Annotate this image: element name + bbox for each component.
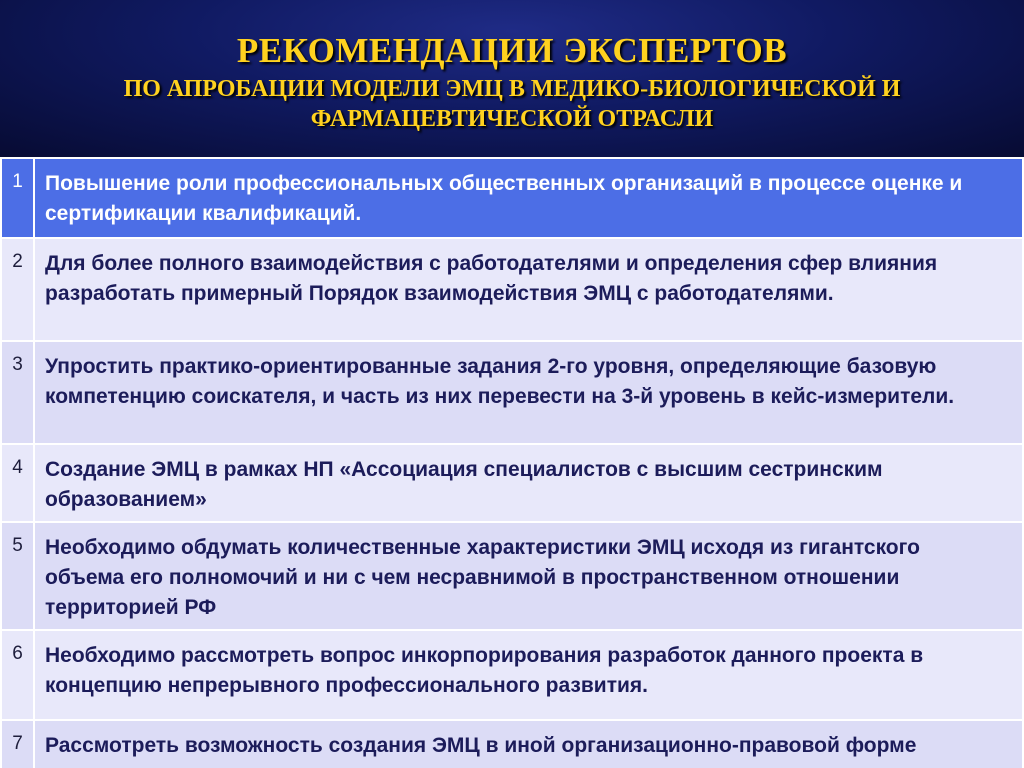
recommendation-text: Повышение роли профессиональных общественных организаций в процессе оценке и сертификации квалификаций. bbox=[34, 158, 1023, 238]
slide-subtitle: ПО АПРОБАЦИИ МОДЕЛИ ЭМЦ В МЕДИКО-БИОЛОГИЧЕСКОЙ И ФАРМАЦЕВТИЧЕСКОЙ ОТРАСЛИ bbox=[123, 76, 901, 132]
recommendation-text: Необходимо обдумать количественные характеристики ЭМЦ исходя из гигантского объема его полномочий и ни с чем несравнимой в пространственном отношении территорией РФ bbox=[34, 522, 1023, 630]
recommendations-table bbox=[0, 157, 1024, 768]
recommendation-text: Создание ЭМЦ в рамках НП «Ассоциация специалистов с высшим сестринским образованием» bbox=[34, 444, 1023, 522]
table-row bbox=[1, 630, 1023, 720]
recommendation-text: Рассмотреть возможность создания ЭМЦ в иной организационно-правовой форме bbox=[34, 720, 1023, 768]
recommendation-text: Упростить практико-ориентированные задания 2-го уровня, определяющие базовую компетенцию соискателя, и часть из них перевести на 3-й уровень в кейс-измерители. bbox=[34, 341, 1023, 444]
table-row bbox=[1, 720, 1023, 768]
table-row bbox=[1, 341, 1023, 444]
recommendation-text: Необходимо рассмотреть вопрос инкорпорирования разработок данного проекта в концепцию непрерывного профессионального развития. bbox=[34, 630, 1023, 720]
table-row bbox=[1, 158, 1023, 238]
table-row bbox=[1, 444, 1023, 522]
slide-title: РЕКОМЕНДАЦИИ ЭКСПЕРТОВ bbox=[236, 31, 788, 70]
table-row bbox=[1, 522, 1023, 630]
row-number: 2 bbox=[1, 238, 34, 341]
table-row bbox=[1, 238, 1023, 341]
recommendation-text: Для более полного взаимодействия с работодателями и определения сфер влияния разработать примерный Порядок взаимодействия ЭМЦ с работодателями. bbox=[34, 238, 1023, 341]
slide-header bbox=[0, 0, 1024, 157]
row-number: 5 bbox=[1, 522, 34, 630]
row-number: 3 bbox=[1, 341, 34, 444]
row-number: 1 bbox=[1, 158, 34, 238]
row-number: 7 bbox=[1, 720, 34, 768]
row-number: 6 bbox=[1, 630, 34, 720]
row-number: 4 bbox=[1, 444, 34, 522]
